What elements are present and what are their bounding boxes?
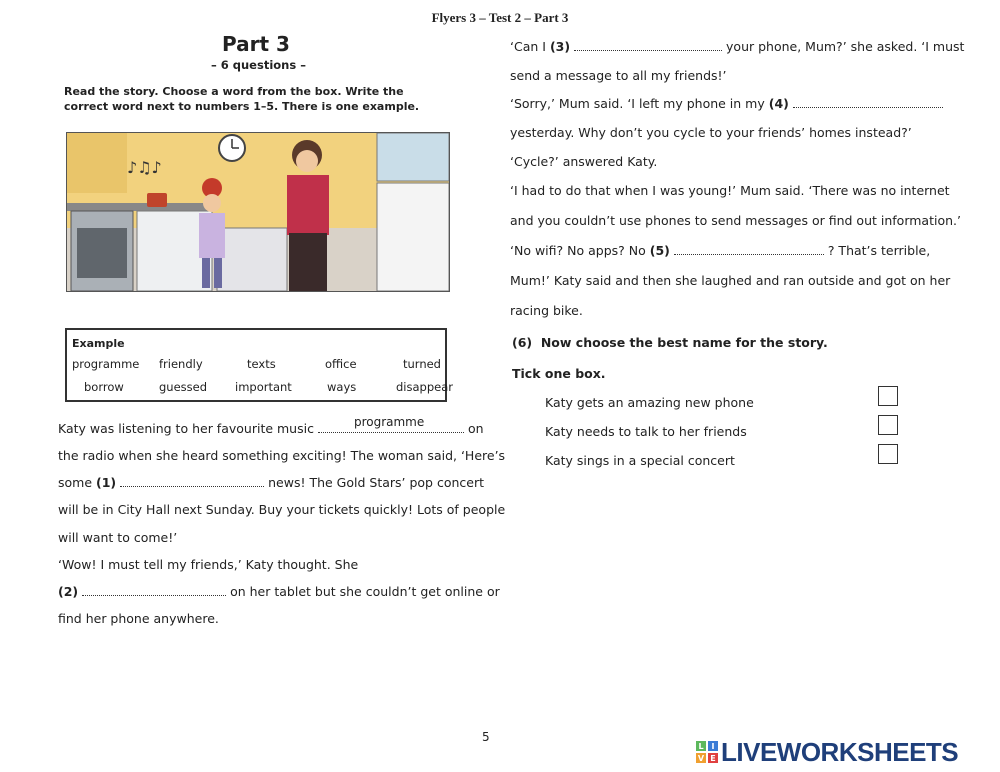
story-line: (2) on her tablet but she couldn’t get online or — [58, 584, 500, 599]
tick-instruction: Tick one box. — [512, 366, 606, 381]
blank-number-3: (3) — [549, 39, 571, 54]
svg-text:♪♫♪: ♪♫♪ — [127, 158, 162, 177]
word-option: programme — [72, 357, 140, 371]
word-option: guessed — [159, 380, 208, 394]
word-box — [65, 328, 453, 402]
answer-blank-2[interactable] — [82, 584, 226, 596]
story-line: ‘No wifi? No apps? No (5) ? That’s terrible, — [510, 243, 931, 258]
story-name-option-2: Katy needs to talk to her friends — [545, 424, 747, 439]
blank-number-4: (4) — [768, 96, 789, 111]
part-title: Part 3 — [222, 32, 290, 56]
tick-box-2[interactable] — [878, 415, 898, 435]
story-line: Katy was listening to her favourite music programme on — [58, 415, 484, 436]
story-line: yesterday. Why don’t you cycle to your friends’ homes instead?’ — [510, 125, 912, 140]
story-line: will be in City Hall next Sunday. Buy your tickets quickly! Lots of people — [58, 502, 506, 517]
word-option: friendly — [159, 357, 203, 371]
word-option: turned — [403, 357, 441, 371]
blank-number-1: (1) — [96, 475, 117, 490]
tick-box-3[interactable] — [878, 444, 898, 464]
blank-number-2: (2) — [58, 584, 79, 599]
question-6-prompt: (6) Now choose the best name for the story. — [512, 335, 828, 350]
liveworksheets-logo[interactable] — [696, 738, 958, 766]
brand-name: LIVEWORKSHEETS — [721, 736, 959, 767]
answer-blank-5[interactable] — [674, 243, 824, 255]
example-answer: programme — [353, 415, 425, 429]
page-header: Flyers 3 – Test 2 – Part 3 — [431, 10, 569, 25]
story-line: ‘Cycle?’ answered Katy. — [510, 154, 658, 169]
instructions: Read the story. Choose a word from the box. Write the correct word next to numbers 1–5. There is one example. — [64, 85, 420, 113]
story-line: will want to come!’ — [58, 530, 178, 545]
word-option: ways — [327, 380, 357, 394]
story-line: ‘Sorry,’ Mum said. ‘I left my phone in my (4) — [510, 96, 943, 111]
word-option: office — [325, 357, 357, 371]
story-line: racing bike. — [510, 303, 583, 318]
story-line: the radio when she heard something exciting! The woman said, ‘Here’s — [58, 448, 506, 463]
part-subtitle: – 6 questions – — [211, 58, 306, 72]
answer-blank-3[interactable] — [574, 39, 722, 51]
word-option: texts — [247, 357, 276, 371]
word-option: important — [235, 380, 292, 394]
blank-number-5: (5) — [649, 243, 670, 258]
logo-icon: L I V E — [696, 741, 718, 763]
answer-blank-1[interactable] — [120, 475, 264, 487]
story-line: ‘Can I (3) your phone, Mum?’ she asked. ‘I must — [510, 39, 965, 54]
example-blank — [318, 415, 464, 433]
story-line: find her phone anywhere. — [58, 611, 219, 626]
story-line: Mum!’ Katy said and then she laughed and ran outside and got on her — [510, 273, 951, 288]
example-label: Example — [72, 337, 125, 350]
story-illustration — [66, 132, 450, 292]
story-line: send a message to all my friends!’ — [510, 68, 727, 83]
story-line: ‘Wow! I must tell my friends,’ Katy thought. She — [58, 557, 359, 572]
story-line: some (1) news! The Gold Stars’ pop concert — [58, 475, 485, 490]
story-name-option-1: Katy gets an amazing new phone — [545, 395, 754, 410]
story-name-option-3: Katy sings in a special concert — [545, 453, 735, 468]
story-line: ‘I had to do that when I was young!’ Mum said. ‘There was no internet — [510, 183, 950, 198]
word-option: disappear — [396, 380, 453, 394]
page-number: 5 — [482, 730, 490, 744]
word-option: borrow — [84, 380, 124, 394]
story-line: and you couldn’t use phones to send messages or find out information.’ — [510, 213, 961, 228]
answer-blank-4[interactable] — [793, 96, 943, 108]
tick-box-1[interactable] — [878, 386, 898, 406]
